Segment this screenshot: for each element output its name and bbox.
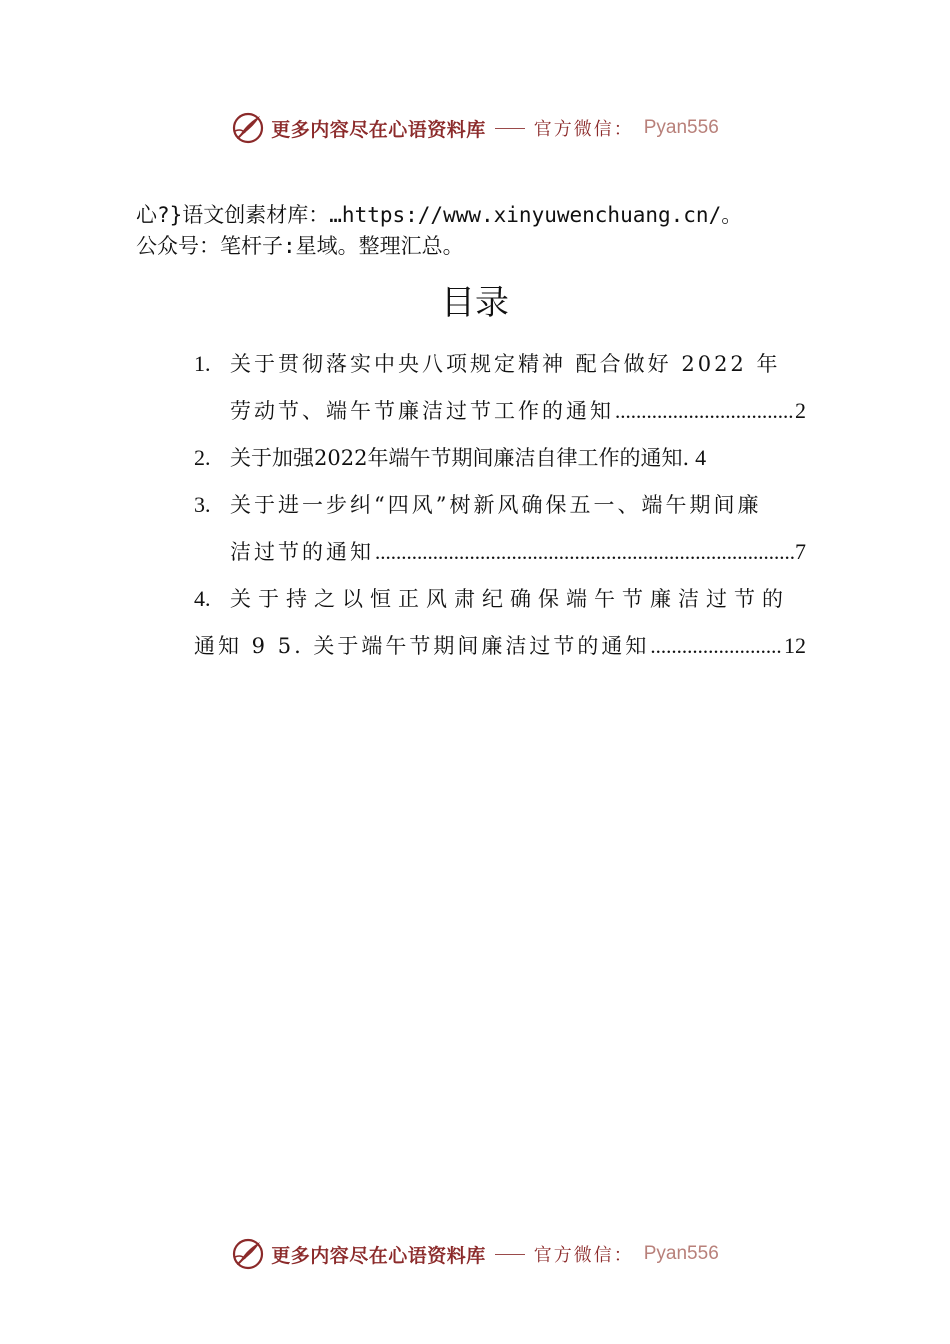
source-line-1: 心?}语文创素材库：…https://www.xinyuwenchuang.cn/。 — [136, 203, 743, 227]
toc-entry-title: 关于加强2022年端午节期间廉洁自律工作的通知. — [230, 446, 690, 470]
banner-wechat-label: 官方微信： — [533, 1245, 634, 1266]
quill-logo-icon — [231, 111, 265, 145]
toc-entry-2-line-1 — [194, 434, 806, 481]
toc-entry-title: 关于进一步纠“四风”树新风确保五一、端午期间廉 — [230, 493, 762, 517]
banner-title: 更多内容尽在心语资料库 — [271, 1244, 486, 1267]
header-banner — [0, 106, 950, 150]
toc-page-number: 4 — [695, 445, 707, 470]
banner-dash — [495, 1254, 525, 1255]
toc-entry-number: 2. — [194, 445, 211, 470]
toc-entry-3-line-1 — [194, 481, 806, 528]
source-block — [136, 200, 896, 262]
toc-entry-title: 关于持之以恒正风肃纪确保端午节廉洁过节的 — [230, 587, 790, 611]
toc-entry-2[interactable] — [194, 434, 806, 481]
footer-banner-content — [231, 1237, 719, 1271]
toc-entry-number: 3. — [194, 492, 211, 517]
banner-wechat-label: 官方微信： — [533, 119, 634, 140]
table-of-contents — [194, 340, 806, 669]
toc-entry-4-line-2 — [194, 622, 806, 669]
toc-entry-4-line-1 — [194, 575, 806, 622]
source-line-2: 公众号：笔杆子:星域。整理汇总。 — [136, 234, 464, 258]
banner-title: 更多内容尽在心语资料库 — [271, 118, 486, 141]
toc-title: 目录 — [441, 283, 509, 323]
toc-page-number: 2 — [795, 398, 806, 423]
toc-leader-dots — [615, 388, 794, 435]
banner-wechat-handle: Pyan556 — [643, 117, 719, 138]
toc-entry-title: 关于贯彻落实中央八项规定精神 配合做好 2022 年 — [230, 352, 781, 376]
toc-entry-title-cont: 洁过节的通知 — [230, 540, 374, 564]
header-banner-content — [231, 111, 719, 145]
banner-wechat-handle: Pyan556 — [643, 1243, 719, 1264]
toc-entry-1[interactable] — [194, 340, 806, 434]
toc-page-number: 7 — [795, 539, 806, 564]
toc-entry-1-line-2 — [194, 387, 806, 434]
toc-entry-4[interactable] — [194, 575, 806, 669]
footer-banner — [0, 1232, 950, 1276]
quill-logo-icon — [231, 1237, 265, 1271]
toc-leader-dots — [375, 529, 794, 576]
toc-entry-title-cont: 通知 9 5. 关于端午节期间廉洁过节的通知 — [194, 634, 650, 658]
toc-entry-3[interactable] — [194, 481, 806, 575]
toc-leader-dots — [650, 623, 783, 670]
banner-dash — [495, 128, 525, 129]
toc-entry-1-line-1 — [194, 340, 806, 387]
toc-entry-title-cont: 劳动节、端午节廉洁过节工作的通知 — [230, 399, 614, 423]
toc-entry-3-line-2 — [194, 528, 806, 575]
toc-page-number: 12 — [784, 633, 806, 658]
toc-entry-number: 1. — [194, 351, 211, 376]
toc-entry-number: 4. — [194, 586, 211, 611]
